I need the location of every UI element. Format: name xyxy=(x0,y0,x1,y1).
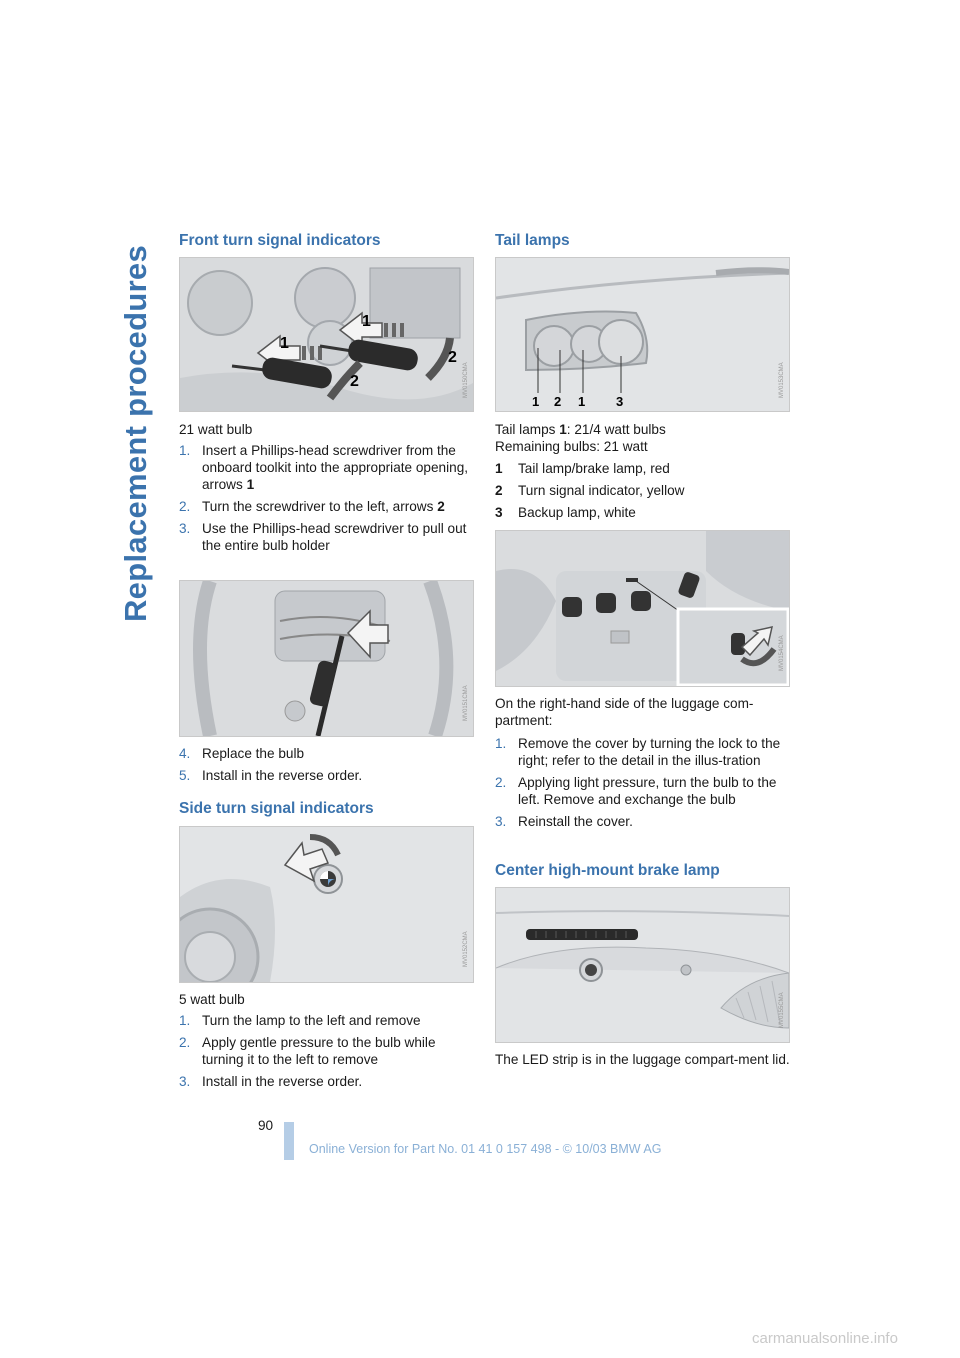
list-item: 1. Turn the lamp to the left and remove xyxy=(179,1013,421,1028)
image-code: MV0153CMA xyxy=(779,362,785,398)
side-turn-signal-illustration xyxy=(179,826,474,983)
callout-2b: 2 xyxy=(448,349,457,366)
callout-1b: 1 xyxy=(362,313,371,330)
list-item: 3. Use the Phillips-head screwdriver to pull out the entire bulb holder xyxy=(179,521,467,553)
footer-text: Online Version for Part No. 01 41 0 157 498 - © 10/03 BMW AG xyxy=(309,1142,662,1156)
tail-description xyxy=(495,421,791,526)
heading-center-brake-lamp: Center high-mount brake lamp xyxy=(495,862,720,879)
legend-item: 1 Tail lamp/brake lamp, red xyxy=(495,461,670,476)
image-code: MV0150CMA xyxy=(463,362,469,398)
legend-item: 3 Backup lamp, white xyxy=(495,505,636,520)
luggage-instructions xyxy=(495,695,791,835)
center-brake-lamp-illustration xyxy=(495,887,790,1043)
list-item: 2. Apply gentle pressure to the bulb while turning it to the left to remove xyxy=(179,1035,436,1067)
image-code: MV0154CMA xyxy=(779,635,785,671)
image-code: MV0152CMA xyxy=(463,931,469,967)
watermark-text: carmanualsonline.info xyxy=(752,1330,898,1347)
image-code: MV0151CMA xyxy=(463,685,469,721)
side-bulb-spec: 5 watt bulb xyxy=(179,992,245,1007)
side-section-title: Replacement procedures xyxy=(118,244,153,622)
image-code: MV0155CMA xyxy=(779,992,785,1028)
list-item: 2. Turn the screwdriver to the left, arrows 2 xyxy=(179,499,445,514)
legend-item: 2 Turn signal indicator, yellow xyxy=(495,483,685,498)
side-instructions xyxy=(179,991,475,1095)
tail-bulb-spec: Tail lamps 1: 21/4 watt bulbs xyxy=(495,422,666,437)
luggage-compartment-illustration xyxy=(495,530,790,687)
center-description xyxy=(495,1051,791,1068)
heading-side-turn-signal: Side turn signal indicators xyxy=(179,800,374,817)
page-number: 90 xyxy=(258,1118,274,1133)
led-strip-text: The LED strip is in the luggage compart-ment lid. xyxy=(495,1052,790,1067)
callout-1a: 1 xyxy=(280,335,289,352)
luggage-intro: On the right-hand side of the luggage com-partment: xyxy=(495,696,754,728)
callout-2: 2 xyxy=(554,394,562,409)
list-item: 1. Remove the cover by turning the lock to the right; refer to the detail in the illus-tration xyxy=(495,736,781,768)
front-instructions xyxy=(179,421,475,559)
list-item: 2. Applying light pressure, turn the bulb to the left. Remove and exchange the bulb xyxy=(495,775,777,807)
list-item: 3. Install in the reverse order. xyxy=(179,1074,363,1089)
callout-3: 3 xyxy=(616,394,624,409)
callout-1: 1 xyxy=(578,394,586,409)
list-item: 4. Replace the bulb xyxy=(179,746,305,761)
tail-lamps-illustration xyxy=(495,257,790,412)
front-instructions-continued xyxy=(179,745,475,789)
callout-2a: 2 xyxy=(350,373,359,390)
front-turn-signal-illustration xyxy=(179,257,474,412)
heading-tail-lamps: Tail lamps xyxy=(495,232,570,249)
bulb-holder-illustration xyxy=(179,580,474,737)
footer-divider xyxy=(284,1122,294,1160)
list-item: 5. Install in the reverse order. xyxy=(179,768,363,783)
list-item: 1. Insert a Phillips-head screwdriver from the onboard toolkit into the appropriate opening, arrows 1 xyxy=(179,443,469,492)
front-bulb-spec: 21 watt bulb xyxy=(179,422,253,437)
heading-front-turn-signal: Front turn signal indicators xyxy=(179,232,381,249)
list-item: 3. Reinstall the cover. xyxy=(495,814,633,829)
callout-1: 1 xyxy=(532,394,540,409)
remaining-bulb-spec: Remaining bulbs: 21 watt xyxy=(495,439,648,454)
